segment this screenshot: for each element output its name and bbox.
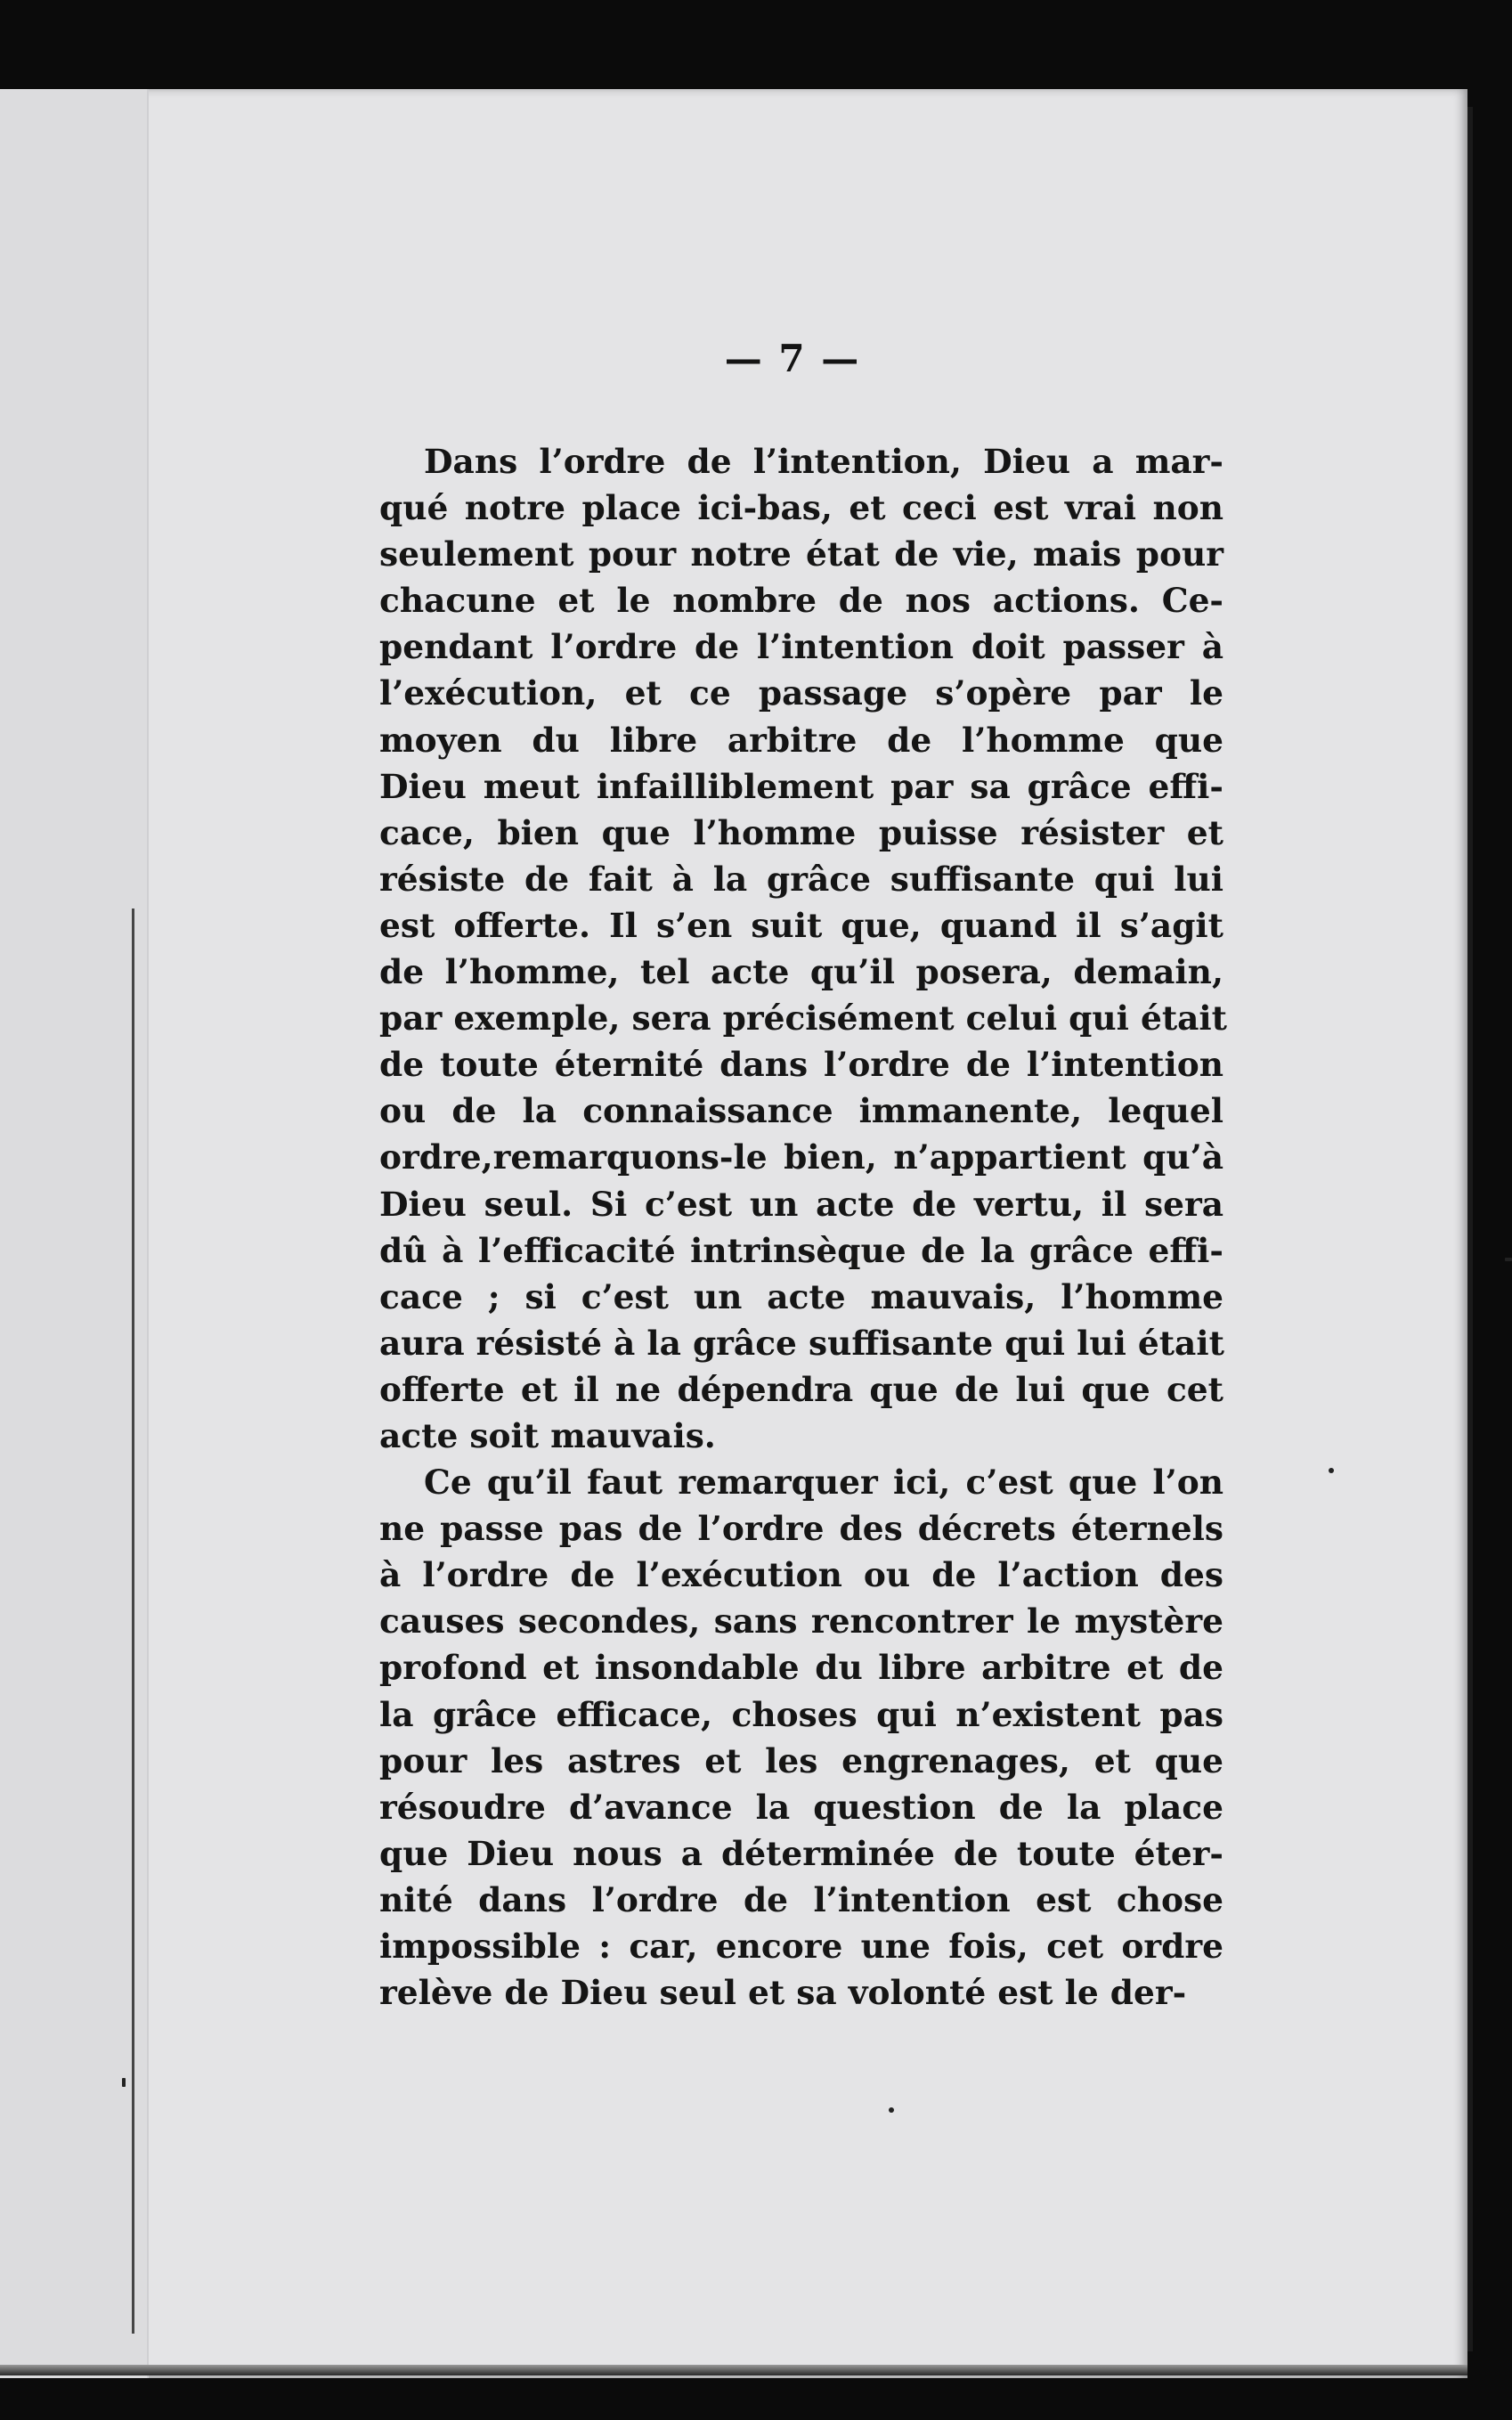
text-line: nité dans l’ordre de l’intention est chose	[379, 1879, 1223, 1919]
text-line: Dans l’ordre de l’intention, Dieu a mar-	[424, 442, 1223, 481]
text-line: par exemple, sera précisément celui qui était	[379, 998, 1228, 1039]
body-text	[379, 438, 1228, 2016]
text-line: de l’homme, tel acte qu’il posera, demain,	[379, 952, 1223, 992]
text-line: pendant l’ordre de l’intention doit passer à	[379, 627, 1223, 667]
text-line: seulement pour notre état de vie, mais pour	[379, 534, 1223, 574]
text-line: Dieu seul. Si c’est un acte de vertu, il sera	[379, 1184, 1223, 1224]
text-line: moyen du libre arbitre de l’homme que	[379, 720, 1223, 760]
text-line: cace ; si c’est un acte mauvais, l’homme	[379, 1276, 1223, 1316]
page-edge-shadow	[1467, 107, 1473, 2351]
paragraph-2	[379, 1459, 1223, 2016]
text-line: l’exécution, et ce passage s’opère par le	[379, 673, 1223, 713]
text-line: à l’ordre de l’exécution ou de l’action des	[379, 1555, 1223, 1595]
scan-speck	[122, 2078, 126, 2087]
text-line: cace, bien que l’homme puisse résister et	[379, 812, 1223, 852]
text-line: offerte et il ne dépendra que de lui que cet	[379, 1369, 1223, 1409]
binding-shadow-line	[132, 909, 134, 2334]
text-line: causes secondes, sans rencontrer le mystère	[379, 1601, 1223, 1642]
text-line: résiste de fait à la grâce suffisante qui lui	[379, 859, 1223, 899]
page-bottom-edge	[0, 2365, 1467, 2375]
text-line: aura résisté à la grâce suffisante qui lui était	[379, 1323, 1224, 1363]
text-line: qué notre place ici-bas, et ceci est vrai non	[379, 488, 1223, 528]
text-line: Ce qu’il faut remarquer ici, c’est que l’on	[424, 1463, 1223, 1503]
scan-speck	[1505, 1258, 1512, 1261]
text-line: impossible : car, encore une fois, cet ordre	[379, 1927, 1223, 1966]
text-line: de toute éternité dans l’ordre de l’intention	[379, 1045, 1223, 1085]
text-line: que Dieu nous a déterminée de toute éter-	[379, 1833, 1223, 1873]
text-line: chacune et le nombre de nos actions. Ce-	[379, 581, 1223, 621]
text-line: ou de la connaissance immanente, lequel	[379, 1091, 1223, 1131]
text-line: pour les astres et les engrenages, et que	[379, 1740, 1223, 1780]
text-line: profond et insondable du libre arbitre et de	[379, 1648, 1223, 1688]
text-line: est offerte. Il s’en suit que, quand il s’agit	[379, 905, 1223, 945]
text-line: acte soit mauvais.	[379, 1415, 716, 1455]
paragraph-1	[379, 438, 1228, 1459]
facing-page-strip	[0, 89, 149, 2378]
text-line: ne passe pas de l’ordre des décrets éternels	[379, 1509, 1223, 1549]
text-line: relève de Dieu seul et sa volonté est le der-	[379, 1973, 1187, 2013]
text-line: résoudre d’avance la question de la place	[379, 1787, 1223, 1827]
text-line: dû à l’efficacité intrinsèque de la grâce effi-	[379, 1230, 1223, 1270]
page-number: — 7 —	[724, 337, 861, 380]
text-line: Dieu meut infailliblement par sa grâce effi-	[379, 766, 1223, 806]
scan-speck	[1329, 1468, 1334, 1473]
text-line: ordre,remarquons-le bien, n’appartient qu’à	[379, 1137, 1223, 1177]
scan-speck	[889, 2107, 894, 2113]
text-line: la grâce efficace, choses qui n’existent pas	[379, 1694, 1223, 1734]
